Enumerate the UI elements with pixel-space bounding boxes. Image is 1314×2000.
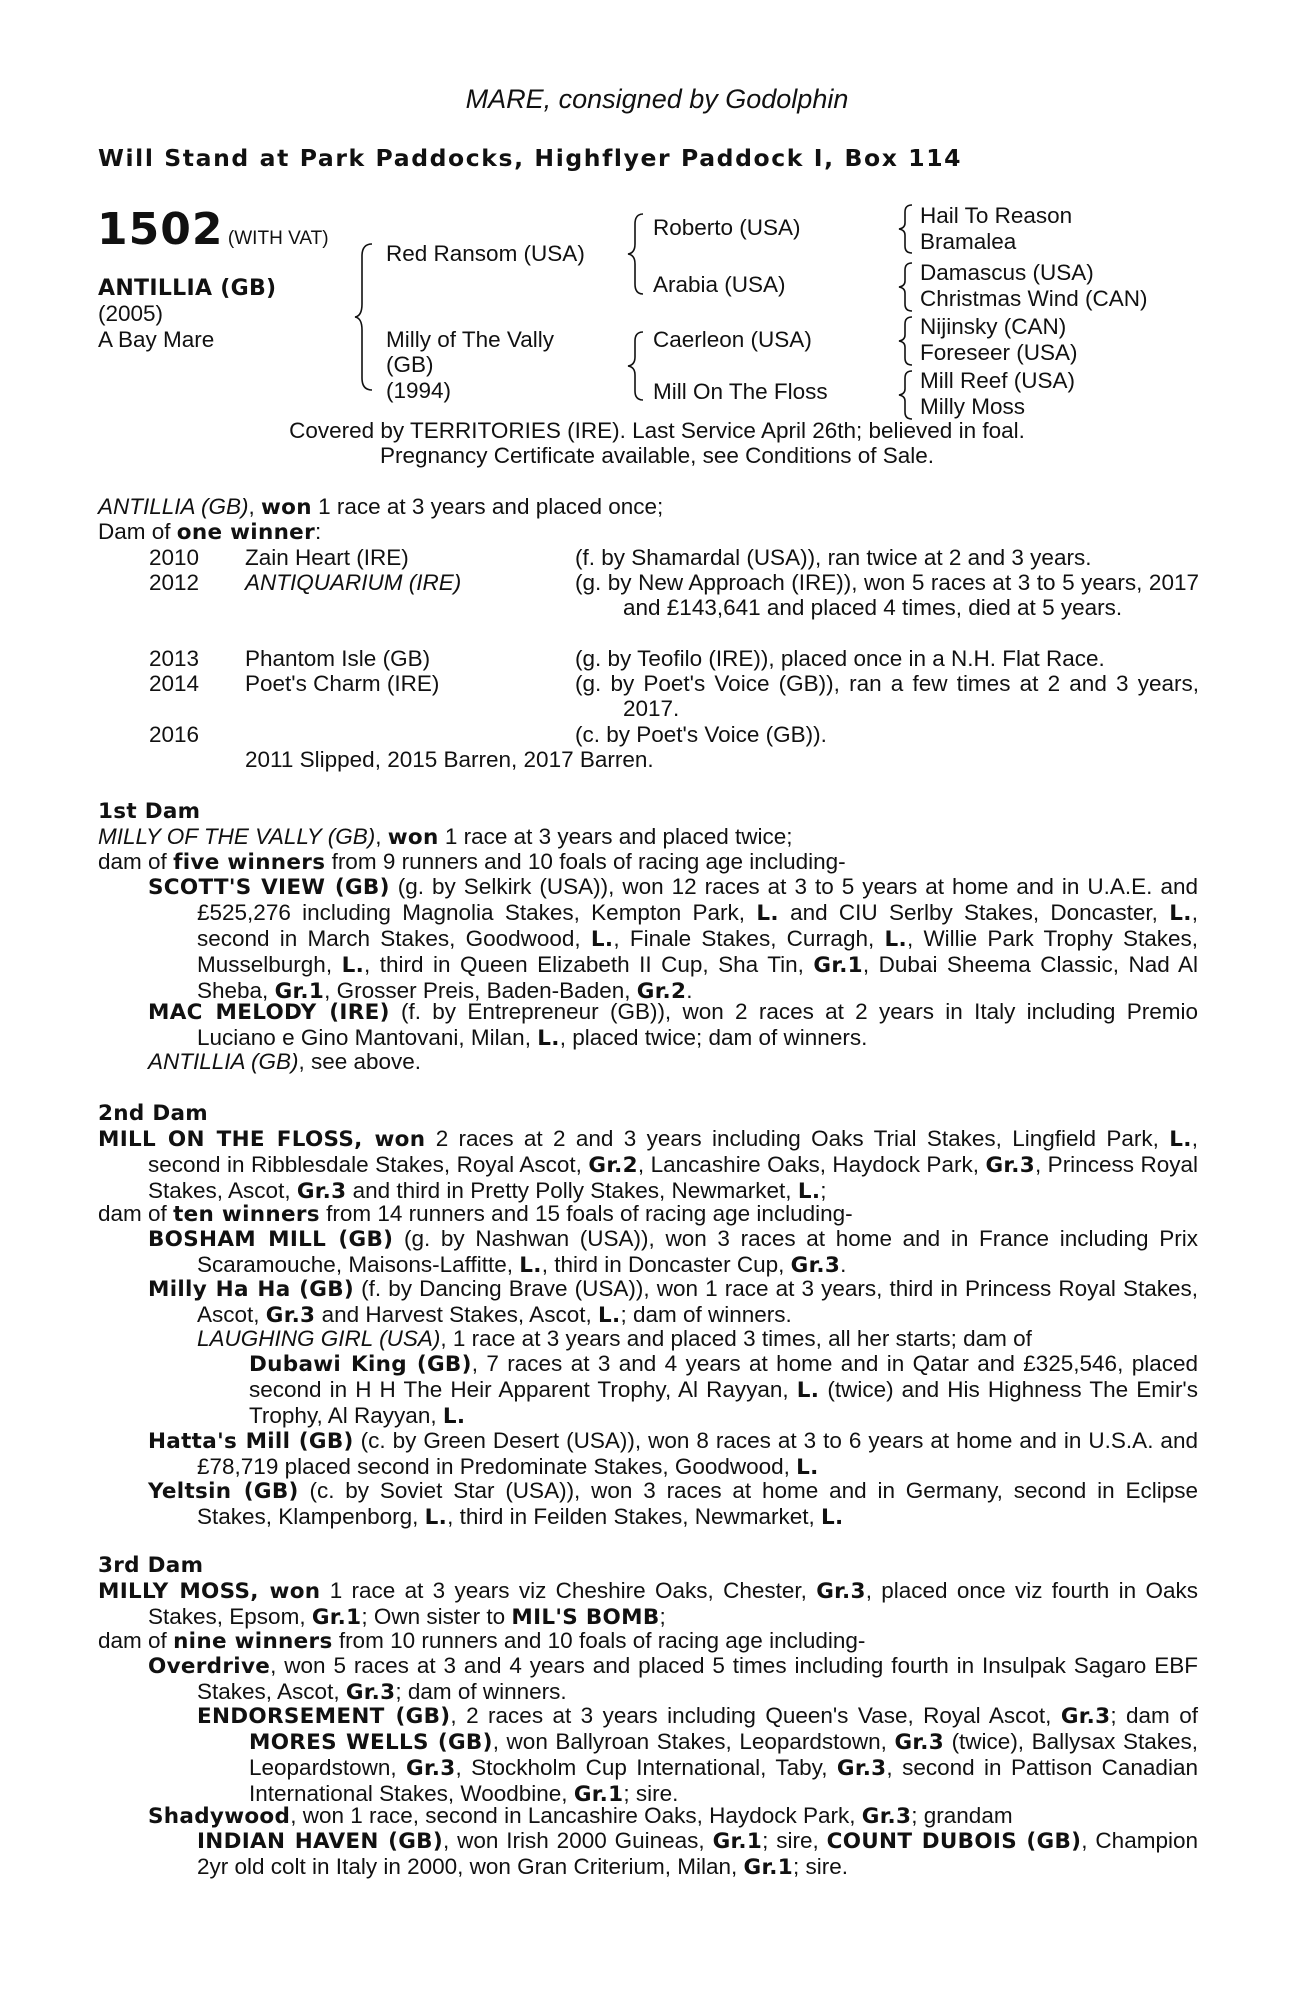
race-text: , third in Doncaster Cup, [541,1252,785,1277]
group-marker: Gr.1 [274,979,325,1004]
listed-marker: L. [590,927,614,952]
race-text: ; sire. [793,1854,849,1879]
pedigree-brace-g3-2 [898,262,914,312]
lot-number [97,204,329,255]
dam3-shadywood [148,1803,1198,1829]
produce-name: Phantom Isle (GB) [245,646,431,671]
produce-name: ANTIQUARIUM (IRE) [245,570,462,595]
dam1-scotts-view: SCOTT'S VIEW (GB) (g. by Selkirk (USA)), won 12 races at 3 to 5 years at home and in U.A.E. and £525,276 including Magnolia Stakes, Kempton Park, L. and CIU Serlby Stakes, Doncaster, L., second in March Stakes, Goodwood, L., Finale Stakes, Curragh, L., Willie Park Trophy Stakes, Musselburgh, L., third in Queen Elizabeth II Cup, Sha Tin, Gr.1, Dubai Sheema Classic, Nad Al Sheba, Gr.1, Grosser Preis, Baden-Baden, Gr.2. [148,874,1198,1004]
horse-name: SCOTT'S VIEW (GB) [148,875,390,900]
group-marker: Gr.3 [816,1579,866,1604]
race-text: , won 5 races at 3 and 4 years and placed 5 times including fourth in Insulpak Sagaro EBF Stakes, Ascot, [197,1653,1198,1704]
horse-name: MIL'S BOMB [511,1605,660,1630]
group-marker: Gr.3 [296,1179,347,1204]
dam1-heading: 1st Dam [98,799,201,824]
pedigree-gen3-2: Bramalea [920,229,1017,254]
produce-dam-of: Dam of one winner: [98,519,322,545]
race-text: , placed twice; dam of winners. [559,1025,868,1050]
race-text: , Princess Royal Stakes, Ascot, [148,1152,1198,1203]
lot-description: A Bay Mare [98,327,215,352]
dam3-dam-of [98,1628,865,1654]
dam3-from: from 10 runners and 10 foals of racing age including- [338,1628,866,1653]
produce-footer: 2011 Slipped, 2015 Barren, 2017 Barren. [245,747,654,772]
produce-intro: ANTILLIA (GB), won 1 race at 3 years and placed once; [98,494,664,520]
group-marker: Gr.1 [743,1855,794,1880]
lot-year: (2005) [98,301,164,326]
race-text: , Finale Stakes, Curragh, [613,926,875,951]
dam3-indian-haven [197,1828,1198,1880]
pedigree-gen2-1: Roberto (USA) [653,215,801,240]
group-marker: Gr.1 [712,1829,763,1854]
listed-marker: L. [1169,1127,1192,1152]
group-marker: Gr.3 [265,1303,316,1328]
group-marker: Gr.3 [894,1730,944,1755]
covered-line2: Pregnancy Certificate available, see Conditions of Sale. [379,443,935,468]
group-marker: Gr.3 [985,1153,1035,1178]
dam1-won: won [387,825,439,850]
group-marker: Gr.1 [813,953,863,978]
produce-dam-of-label: Dam of [98,519,171,544]
produce-winner-count: one winner [176,520,315,545]
dam2-dam-of-label: dam of [98,1201,167,1226]
pedigree-gen3-4: Christmas Wind (CAN) [920,286,1148,311]
race-text: , won Ballyroan Stakes, Leopardstown, [492,1729,887,1754]
lot-number-value: 1502 [97,204,224,255]
race-text: ; [820,1178,827,1203]
dam1-from: from 9 runners and 10 foals of racing age including- [331,849,846,874]
horse-name: Yeltsin (GB) [148,1479,299,1504]
race-text: (f. by Dancing Brave (USA)), won 1 race at 3 years, third in Princess Royal Stakes, Ascot, [197,1276,1198,1327]
horse-name: Milly Ha Ha (GB) [148,1277,355,1302]
race-text: , placed once viz fourth in Oaks Stakes, Epsom, [148,1578,1198,1629]
listed-marker: L. [424,1505,448,1530]
race-text: (g. by Nashwan (USA)), won 3 races at home and in France including Prix Scaramouche, Maisons-Laffitte, [197,1226,1198,1277]
race-text: , Grosser Preis, Baden-Baden, [324,978,631,1003]
dam1-dam-of-label: dam of [98,849,167,874]
pedigree-dam-line1: Milly of The Vally [386,327,554,352]
produce-name: Poet's Charm (IRE) [245,671,440,696]
race-text: (c. by Soviet Star (USA)), won 3 races at home and in Germany, second in Eclipse Stakes, Klampenborg, [197,1478,1198,1529]
covered-line1: Covered by TERRITORIES (IRE). Last Service April 26th; believed in foal. [289,418,1025,443]
dam3-name: MILLY MOSS [98,1579,251,1604]
race-text: 2 races at 2 and 3 years including Oaks Trial Stakes, Lingfield Park, [435,1126,1159,1151]
race-text: , won 1 race, second in Lancashire Oaks, Haydock Park, [290,1803,856,1828]
race-text: (twice) and His Highness The Emir's Trophy, Al Rayyan, [249,1377,1198,1428]
dam2-hattas-mill [148,1428,1198,1480]
listed-marker: L. [1169,901,1192,926]
race-text: , see above. [298,1049,422,1074]
race-text: , won Irish 2000 Guineas, [443,1828,705,1853]
race-text: , second in Ribblesdale Stakes, Royal Ascot, [148,1126,1198,1177]
race-text: , second in March Stakes, Goodwood, [197,900,1198,951]
listed-marker: L. [821,1505,844,1530]
pedigree-brace-g3-3 [898,316,914,366]
produce-year: 2014 [149,671,200,696]
listed-marker: L. [341,953,365,978]
pedigree-gen3-6: Foreseer (USA) [920,340,1078,365]
race-text: , Stockholm Cup International, Taby, [455,1755,828,1780]
horse-name: INDIAN HAVEN (GB) [197,1829,443,1854]
group-marker: Gr.3 [790,1253,841,1278]
dam3-dam-of-label: dam of [98,1628,167,1653]
race-text: ; dam of [1110,1703,1198,1728]
pedigree-brace-main [354,242,374,392]
group-marker: Gr.3 [345,1680,396,1705]
race-text: , 2 races at 3 years including Queen's Vase, Royal Ascot, [450,1703,1052,1728]
race-text: (f. by Entrepreneur (GB)), won 2 races at 2 years in Italy including Premio Luciano e Gino Mantovani, Milan, [197,999,1199,1050]
pedigree-sire: Red Ransom (USA) [386,241,585,266]
dam1-rest: 1 race at 3 years and placed twice; [444,824,793,849]
listed-marker: L. [797,1179,821,1204]
race-text: , 7 races at 3 and 4 years at home and in Qatar and £325,546, placed second in H H The Heir Apparent Trophy, Al Rayyan, [249,1351,1199,1402]
produce-details: (g. by Poet's Voice (GB)), ran a few times at 2 and 3 years, 2017. [575,671,1199,721]
pedigree-gen3-8: Milly Moss [920,394,1025,419]
dam2-bosham-mill: BOSHAM MILL (GB) (g. by Nashwan (USA)), won 3 races at home and in France including Prix Scaramouche, Maisons-Laffitte, L., third in Doncaster Cup, Gr.3. [148,1226,1198,1278]
group-marker: Gr.2 [636,979,687,1004]
pedigree-gen3-1: Hail To Reason [920,203,1073,228]
pedigree-dam-line3: (1994) [386,378,452,403]
listed-marker: L. [756,901,779,926]
pedigree-gen2-2: Arabia (USA) [653,272,786,297]
produce-details: (g. by Teofilo (IRE)), placed once in a N.H. Flat Race. [575,646,1105,671]
race-text: and third in Pretty Polly Stakes, Newmarket, [352,1178,792,1203]
race-text: , second in Pattison Canadian International Stakes, Woodbine, [249,1755,1198,1806]
pedigree-brace-dam [627,330,645,402]
listed-marker: L. [519,1253,542,1278]
dam2-name: MILL ON THE FLOSS [98,1127,355,1152]
stand-location: Will Stand at Park Paddocks, Highflyer Paddock I, Box 114 [98,144,963,172]
group-marker: Gr.1 [311,1605,362,1630]
pedigree-brace-g3-1 [898,204,914,254]
group-marker: Gr.3 [836,1756,887,1781]
produce-year: 2012 [149,570,200,595]
produce-intro-won: won [260,495,312,520]
dam1-dam-of [98,849,846,875]
race-text: 1 race at 3 years viz Cheshire Oaks, Chester, [329,1578,807,1603]
vat-label: (WITH VAT) [227,228,329,249]
dam2-intro [98,1126,1198,1204]
dam2-milly-ha-ha [148,1276,1198,1328]
listed-marker: L. [796,1455,819,1480]
dam3-overdrive [148,1653,1198,1705]
horse-name: ANTILLIA (GB) [148,1049,299,1074]
dam1-antillia [148,1049,421,1074]
horse-name: LAUGHING GIRL (USA) [197,1326,441,1351]
dam2-won: , won [354,1127,426,1152]
dam2-dubawi-king [249,1351,1198,1429]
pedigree-gen2-4: Mill On The Floss [653,379,828,404]
race-text: ; sire, [762,1828,819,1853]
pedigree-brace-g3-4 [898,370,914,420]
listed-marker: L. [796,1378,820,1403]
race-text: , 1 race at 3 years and placed 3 times, all her starts; dam of [440,1326,1032,1351]
dam3-won: , won [250,1579,321,1604]
lot-name: ANTILLIA (GB) [98,276,277,301]
race-text: , third in Feilden Stakes, Newmarket, [447,1504,815,1529]
pedigree-gen3-3: Damascus (USA) [920,260,1094,285]
dam2-winner-count: ten winners [173,1202,320,1227]
race-text: (g. by Selkirk (USA)), won 12 races at 3 to 5 years at home and in U.A.E. and £525,276 including Magnolia Stakes, Kempton Park, [197,874,1198,925]
race-text: ; dam of winners. [395,1679,567,1704]
produce-name: Zain Heart (IRE) [245,545,409,570]
produce-year: 2013 [149,646,200,671]
produce-details: (c. by Poet's Voice (GB)). [575,722,827,747]
horse-name: MAC MELODY (IRE) [148,1000,390,1025]
race-text: ; grandam [911,1803,1013,1828]
pedigree-gen3-7: Mill Reef (USA) [920,368,1076,393]
group-marker: Gr.3 [1060,1704,1111,1729]
dam1-intro: MILLY OF THE VALLY (GB), won 1 race at 3 years and placed twice; [98,824,793,850]
horse-name: Shadywood [148,1804,291,1829]
race-text: (twice), Ballysax Stakes, Leopardstown, [249,1729,1198,1780]
produce-intro-rest: 1 race at 3 years and placed once; [318,494,664,519]
race-text: , third in Queen Elizabeth II Cup, Sha Tin, [364,952,804,977]
horse-name: Overdrive [148,1654,271,1679]
horse-name: COUNT DUBOIS (GB) [826,1829,1082,1854]
horse-name: MORES WELLS (GB) [249,1730,493,1755]
consignor-heading: MARE, consigned by Godolphin [465,84,849,114]
dam2-from: from 14 runners and 15 foals of racing age including- [326,1201,853,1226]
dam2-yeltsin [148,1478,1198,1530]
race-text: ; dam of winners. [620,1302,792,1327]
dam2-dam-of [98,1201,853,1227]
horse-name: BOSHAM MILL (GB) [148,1227,394,1252]
produce-intro-name: ANTILLIA (GB) [98,494,249,519]
horse-name: ENDORSEMENT (GB) [197,1704,451,1729]
listed-marker: L. [442,1404,466,1429]
dam1-name: MILLY OF THE VALLY (GB) [98,824,376,849]
listed-marker: L. [884,927,907,952]
dam3-winner-count: nine winners [173,1629,333,1654]
pedigree-brace-sire [627,212,645,296]
dam2-laughing-girl [197,1326,1198,1351]
dam1-mac-melody [148,999,1199,1051]
race-text: (c. by Green Desert (USA)), won 8 races at 3 to 6 years at home and in U.S.A. and £78,719 placed second in Predominate Stakes, Goodwood, [197,1428,1198,1479]
race-text: ; sire. [623,1781,679,1806]
produce-details: (g. by New Approach (IRE)), won 5 races at 3 to 5 years, 2017 and £143,641 and placed 4 times, died at 5 years. [575,570,1199,620]
race-text: ; Own sister to [361,1604,506,1629]
horse-name: Hatta's Mill (GB) [148,1429,354,1454]
group-marker: Gr.2 [588,1153,638,1178]
produce-year: 2010 [149,545,200,570]
dam3-heading: 3rd Dam [98,1553,204,1578]
group-marker: Gr.3 [406,1756,456,1781]
race-text: , Dubai Sheema Classic, Nad Al Sheba, [197,952,1198,1003]
listed-marker: L. [537,1026,560,1051]
dam1-winner-count: five winners [173,850,326,875]
dam2-heading: 2nd Dam [98,1101,208,1126]
race-text: , Lancashire Oaks, Haydock Park, [637,1152,979,1177]
pedigree-gen2-3: Caerleon (USA) [653,327,812,352]
listed-marker: L. [597,1303,621,1328]
race-text: ; [659,1604,666,1629]
horse-name: Dubawi King (GB) [249,1352,472,1377]
race-text: and CIU Serlby Stakes, Doncaster, [790,900,1158,925]
produce-year: 2016 [149,722,200,747]
produce-details: (f. by Shamardal (USA)), ran twice at 2 and 3 years. [575,545,1092,570]
dam3-endorsement [197,1703,1198,1807]
race-text: and Harvest Stakes, Ascot, [321,1302,592,1327]
pedigree-dam-line2: (GB) [386,352,434,377]
group-marker: Gr.1 [573,1782,624,1807]
group-marker: Gr.3 [861,1804,912,1829]
race-text: , Willie Park Trophy Stakes, Musselburgh, [197,926,1198,977]
dam3-intro [98,1578,1198,1630]
race-text: , Champion 2yr old colt in Italy in 2000, won Gran Criterium, Milan, [197,1828,1198,1879]
pedigree-gen3-5: Nijinsky (CAN) [920,314,1067,339]
